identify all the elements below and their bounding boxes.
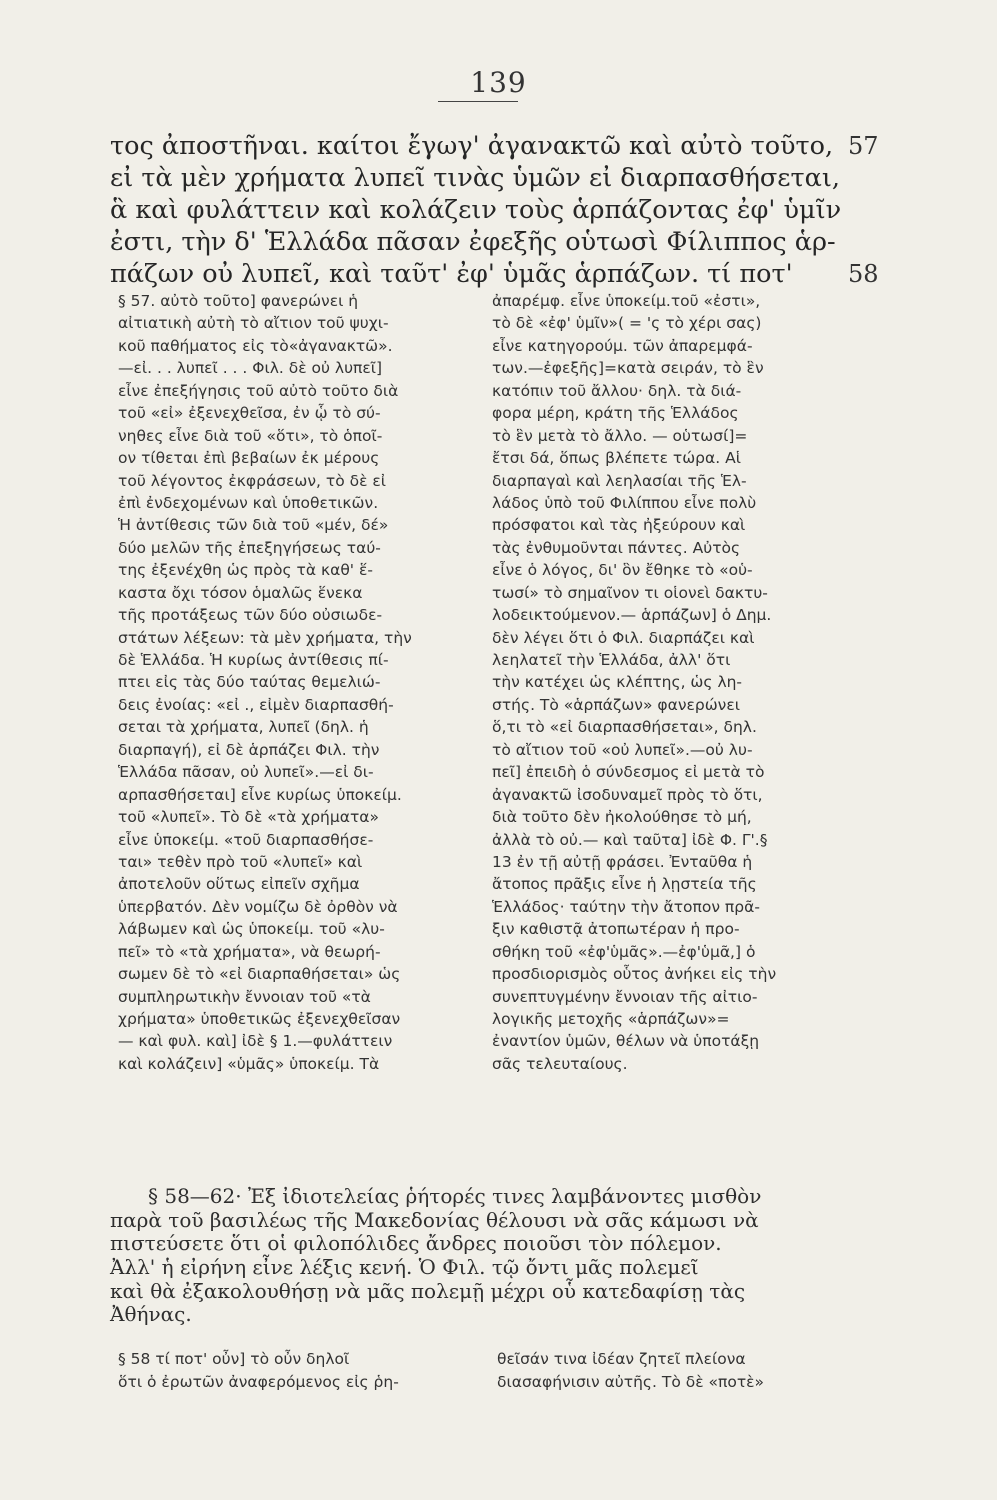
commentary-line: αἰτιατικὴ αὐτὴ τὸ αἴτιον τοῦ ψυχι- — [118, 314, 389, 333]
commentary-line: εἶνε κατηγορούμ. τῶν ἀπαρεμφά- — [492, 336, 753, 355]
commentary-line: τὰς ἐνθυμοῦνται πάντες. Αὐτὸς — [492, 538, 741, 557]
commentary-line: της ἐξενέχθη ὡς πρὸς τὰ καθ' ἕ- — [118, 561, 373, 580]
section-summary — [110, 1185, 870, 1327]
main-text-line: τος ἀποστῆναι. καίτοι ἔγωγ' ἀγανακτῶ καὶ αὐτὸ τοῦτο, — [110, 131, 834, 161]
commentary-line: λοδεικτούμενον.— ἁρπάζων] ὁ Δημ. — [492, 606, 772, 625]
commentary-line: πεῖ» τὸ «τὰ χρήματα», νὰ θεωρή- — [118, 942, 381, 961]
commentary-line: ἀλλὰ τὸ οὐ.— καὶ ταῦτα] ἰδὲ Φ. Γ'.§ — [492, 830, 768, 849]
commentary-line: δύο μελῶν τῆς ἐπεξηγήσεως ταύ- — [118, 538, 381, 557]
commentary-line: τὸ αἴτιον τοῦ «οὐ λυπεῖ».—οὐ λυ- — [492, 740, 753, 759]
commentary-line: καὶ κολάζειν] «ὑμᾶς» ὑποκείμ. Τὰ — [118, 1054, 380, 1073]
commentary-line: διαρπαγαὶ καὶ λεηλασίαι τῆς Ἑλ- — [492, 471, 747, 490]
commentary-line: ξιν καθιστᾷ ἀτοπωτέραν ἡ προ- — [492, 920, 740, 939]
main-text — [110, 130, 879, 290]
commentary-right-column — [492, 290, 854, 1075]
summary-line: Ἀθήνας. — [110, 1302, 192, 1327]
margin-section-number: 58 — [848, 260, 879, 288]
commentary-line: χρήματα» ὑποθετικῶς ἐξενεχθεῖσαν — [118, 1010, 401, 1028]
commentary-line: ἔτσι δά, ὅπως βλέπετε τώρα. Αἱ — [492, 449, 741, 468]
commentary-line: ἄτοπος πρᾶξις εἶνε ἡ λῃστεία τῆς — [492, 875, 757, 894]
commentary-line: λογικῆς μετοχῆς «ἁρπάζων»= — [492, 1010, 730, 1028]
commentary-line: των.—ἐφεξῆς]=κατὰ σειράν, τὸ ἓν — [492, 359, 764, 378]
commentary-line: τὸ δὲ «ἐφ' ὑμῖν»( = 'ς τὸ χέρι σας) — [492, 314, 762, 333]
commentary-line: σεται τὰ χρήματα, λυπεῖ (δηλ. ἡ — [118, 718, 369, 737]
commentary-line: σωμεν δὲ τὸ «εἰ διαρπαθήσεται» ὡς — [118, 965, 401, 984]
commentary-line: τωσί» τὸ σημαῖνον τι οἱονεὶ δακτυ- — [492, 583, 768, 602]
commentary-line: Ἡ ἀντίθεσις τῶν διὰ τοῦ «μέν, δέ» — [118, 516, 389, 535]
commentary-line: στής. Τὸ «ἁρπάζων» φανερώνει — [492, 695, 740, 714]
main-text-line: ἃ καὶ φυλάττειν καὶ κολάζειν τοὺς ἁρπάζοντας ἐφ' ὑμῖν — [110, 195, 842, 225]
commentary-line: τῆς προτάξεως τῶν δύο οὐσιωδε- — [118, 606, 383, 625]
commentary-line: προσδιορισμὸς οὗτος ἀνήκει εἰς τὴν — [492, 965, 777, 984]
commentary-line: διασαφήνισιν αὐτῆς. Τὸ δὲ «ποτὲ» — [497, 1372, 765, 1391]
commentary-line: συμπληρωτικὴν ἔννοιαν τοῦ «τὰ — [118, 987, 371, 1006]
bottom-commentary-left — [118, 1348, 480, 1393]
commentary-line: ἀγανακτῶ ἰσοδυναμεῖ πρὸς τὸ ὅτι, — [492, 785, 763, 804]
summary-line: Ἀλλ' ἡ εἰρήνη εἶνε λέξις κενή. Ὁ Φιλ. τῷ ὄντι μᾶς πολεμεῖ — [110, 1255, 699, 1280]
commentary-line: τὴν κατέχει ὡς κλέπτης, ὡς λη- — [492, 673, 743, 692]
commentary-line: τοῦ «λυπεῖ». Τὸ δὲ «τὰ χρήματα» — [118, 808, 379, 827]
commentary-line: φορα μέρη, κράτη τῆς Ἑλλάδος — [492, 404, 739, 423]
commentary-line: διὰ τοῦτο δὲν ἠκολούθησε τὸ μή, — [492, 808, 752, 827]
main-text-line: εἰ τὰ μὲν χρήματα λυπεῖ τινὰς ὑμῶν εἰ διαρπασθήσεται, — [110, 163, 840, 193]
commentary-line: ὅ,τι τὸ «εἰ διαρπασθήσεται», δηλ. — [492, 718, 757, 737]
summary-line: παρὰ τοῦ βασιλέως τῆς Μακεδονίας θέλουσι νὰ σᾶς κάμωσι νὰ — [110, 1207, 759, 1232]
commentary-line: πτει εἰς τὰς δύο ταύτας θεμελιώ- — [118, 673, 381, 692]
commentary-line: τοῦ λέγοντος ἐκφράσεων, τὸ δὲ εἰ — [118, 471, 387, 490]
summary-line: πιστεύσετε ὅτι οἱ φιλοπόλιδες ἄνδρες ποιοῦσι τὸν πόλεμον. — [110, 1231, 722, 1256]
commentary-line: κοῦ παθήματος εἰς τὸ«ἀγανακτῶ». — [118, 336, 393, 355]
commentary-line: νηθες εἶνε διὰ τοῦ «ὅτι», τὸ ὁποῖ- — [118, 426, 383, 445]
commentary-line: ον τίθεται ἐπὶ βεβαίων ἐκ μέρους — [118, 449, 380, 468]
commentary-line: — καὶ φυλ. καὶ] ἰδὲ § 1.—φυλάττειν — [118, 1032, 393, 1051]
commentary-line: πεῖ] ἐπειδὴ ὁ σύνδεσμος εἰ μετὰ τὸ — [492, 763, 765, 782]
commentary-line: ἀποτελοῦν οὕτως εἰπεῖν σχῆμα — [118, 875, 360, 894]
commentary-line: 13 ἐν τῇ αὐτῇ φράσει. Ἐνταῦθα ἡ — [492, 852, 753, 871]
commentary-line: εἶνε ἐπεξήγησις τοῦ αὐτὸ τοῦτο διὰ — [118, 381, 399, 400]
commentary-line: ἐπὶ ἐνδεχομένων καὶ ὑποθετικῶν. — [118, 493, 379, 512]
commentary-line: Ἑλλάδα πᾶσαν, οὐ λυπεῖ».—εἰ δι- — [118, 763, 374, 782]
commentary-line: —εἰ. . . λυπεῖ . . . Φιλ. δὲ οὐ λυπεῖ] — [118, 359, 383, 378]
commentary-line: εἶνε ὑποκείμ. «τοῦ διαρπασθήσε- — [118, 830, 374, 849]
commentary-line: σᾶς τελευταίους. — [492, 1054, 628, 1073]
commentary-line: αρπασθήσεται] εἶνε κυρίως ὑποκείμ. — [118, 785, 402, 804]
summary-line: § 58—62· Ἐξ ἰδιοτελείας ῥήτορές τινες λαμβάνοντες μισθὸν — [148, 1184, 762, 1208]
summary-line: καὶ θὰ ἐξακολουθήσῃ νὰ μᾶς πολεμῇ μέχρι οὗ κατεδαφίσῃ τὰς — [110, 1278, 746, 1303]
main-text-line: πάζων οὐ λυπεῖ, καὶ ταῦτ' ἐφ' ὑμᾶς ἁρπάζων. τί ποτ' — [110, 259, 793, 289]
commentary-line: ἀπαρέμφ. εἶνε ὑποκείμ.τοῦ «ἐστι», — [492, 292, 761, 310]
commentary-line: θεῖσάν τινα ἰδέαν ζητεῖ πλείονα — [497, 1350, 746, 1368]
commentary-line: διαρπαγή), εἰ δὲ ἁρπάζει Φιλ. τὴν — [118, 740, 380, 759]
main-text-line: ἐστι, τὴν δ' Ἑλλάδα πᾶσαν ἐφεξῆς οὑτωσὶ Φίλιππος ἁρ- — [110, 227, 836, 257]
commentary-line: δεις ἐνοίας: «εἰ ., εἰμὲν διαρπασθή- — [118, 695, 394, 714]
commentary-line: τοῦ «εἰ» ἐξενεχθεῖσα, ἐν ᾧ τὸ σύ- — [118, 404, 381, 423]
commentary-line: λάβωμεν καὶ ὡς ὑποκείμ. τοῦ «λυ- — [118, 920, 385, 939]
commentary-line: πρόσφατοι καὶ τὰς ἠξεύρουν καὶ — [492, 516, 746, 535]
commentary-line: § 57. αὐτὸ τοῦτο] φανερώνει ἡ — [118, 292, 359, 310]
commentary-line: δὲ Ἑλλάδα. Ἡ κυρίως ἀντίθεσις πί- — [118, 651, 389, 669]
commentary-line: λάδος ὑπὸ τοῦ Φιλίππου εἶνε πολὺ — [492, 493, 757, 512]
commentary-line: λεηλατεῖ τὴν Ἑλλάδα, ἀλλ' ὅτι — [492, 651, 731, 669]
commentary-line: εἶνε ὁ λόγος, δι' ὃν ἔθηκε τὸ «οὑ- — [492, 561, 753, 580]
commentary-line: δὲν λέγει ὅτι ὁ Φιλ. διαρπάζει καὶ — [492, 628, 755, 647]
commentary-line: § 58 τί ποτ' οὖν] τὸ οὖν δηλοῖ — [118, 1350, 350, 1368]
bottom-commentary-right — [497, 1348, 869, 1393]
commentary-line: ὅτι ὁ ἐρωτῶν ἀναφερόμενος εἰς ῥη- — [118, 1372, 399, 1391]
commentary-line: καστα ὄχι τόσον ὁμαλῶς ἕνεκα — [118, 583, 363, 602]
commentary-line: σθήκη τοῦ «ἐφ'ὑμᾶς».—ἐφ'ὑμᾶ,] ὁ — [492, 942, 756, 961]
commentary-line: ἐναντίον ὑμῶν, θέλων νὰ ὑποτάξῃ — [492, 1032, 760, 1051]
commentary-line: ται» τεθὲν πρὸ τοῦ «λυπεῖ» καὶ — [118, 852, 363, 871]
commentary-line: συνεπτυγμένην ἔννοιαν τῆς αἰτιο- — [492, 987, 758, 1006]
page-number: 139 — [470, 66, 527, 99]
page-number-rule — [438, 101, 518, 102]
commentary-left-column — [118, 290, 480, 1075]
margin-section-number: 57 — [848, 132, 879, 160]
commentary-line: στάτων λέξεων: τὰ μὲν χρήματα, τὴν — [118, 628, 412, 647]
commentary-line: τὸ ἓν μετὰ τὸ ἄλλο. — οὑτωσί]= — [492, 426, 748, 445]
commentary-line: Ἑλλάδος· ταύτην τὴν ἄτοπον πρᾶ- — [492, 897, 760, 916]
commentary-line: κατόπιν τοῦ ἄλλου· δηλ. τὰ διά- — [492, 381, 742, 400]
commentary-line: ὑπερβατόν. Δὲν νομίζω δὲ ὀρθὸν νὰ — [118, 897, 398, 916]
